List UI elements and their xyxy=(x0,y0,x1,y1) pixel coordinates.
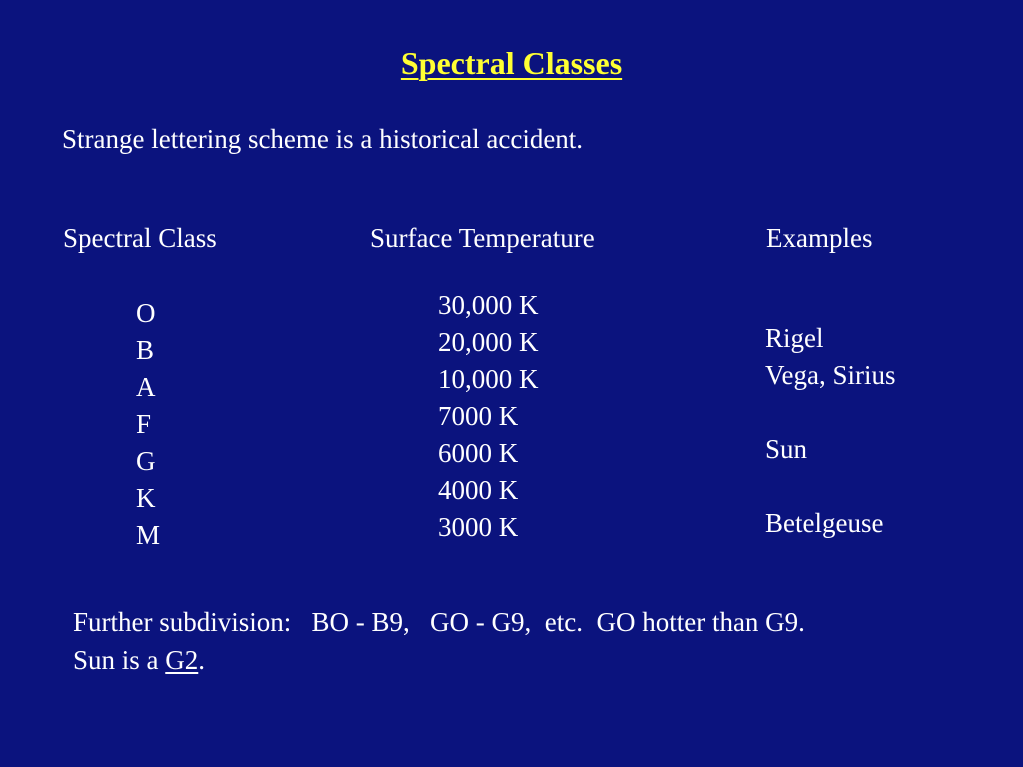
header-surface-temperature: Surface Temperature xyxy=(370,223,595,253)
footer-line-sun xyxy=(73,641,805,679)
footer-line-sun-prefix: Sun is a xyxy=(73,645,166,675)
example-star: Vega, Sirius xyxy=(765,360,896,390)
example-star xyxy=(765,394,896,431)
class-letter: B xyxy=(136,335,155,365)
footer-line-subdivision: Further subdivision: BO - B9, GO - G9, etc. GO hotter than G9. xyxy=(73,607,805,637)
temperature-value: 6000 K xyxy=(438,438,519,468)
footer-line-sun-suffix: . xyxy=(198,645,206,675)
intro-text: Strange lettering scheme is a historical accident. xyxy=(62,124,584,154)
footer-text xyxy=(73,603,805,679)
header-examples: Examples xyxy=(766,223,873,253)
slide-title xyxy=(0,44,1023,82)
temperature-value: 4000 K xyxy=(438,475,519,505)
temperature-value: 3000 K xyxy=(438,512,519,542)
sun-class-highlight: G2 xyxy=(165,645,199,675)
class-letter: A xyxy=(136,372,156,402)
class-letter: O xyxy=(136,298,156,328)
examples-list xyxy=(765,320,896,542)
class-letter: F xyxy=(136,409,152,439)
class-letter: K xyxy=(136,483,156,513)
temperature-value: 7000 K xyxy=(438,401,519,431)
temperature-value: 20,000 K xyxy=(438,327,539,357)
example-star: Betelgeuse xyxy=(765,508,884,538)
example-star: Rigel xyxy=(765,323,824,353)
temperature-value: 30,000 K xyxy=(438,290,539,320)
temperature-value: 10,000 K xyxy=(438,364,539,394)
slide-title-text: Spectral Classes xyxy=(400,45,623,81)
header-spectral-class: Spectral Class xyxy=(63,223,217,253)
class-letter: G xyxy=(136,446,156,476)
example-star: Sun xyxy=(765,434,808,464)
temperature-list xyxy=(438,287,539,546)
example-star xyxy=(765,468,896,505)
class-letter: M xyxy=(136,520,161,550)
spectral-class-list xyxy=(136,295,160,554)
